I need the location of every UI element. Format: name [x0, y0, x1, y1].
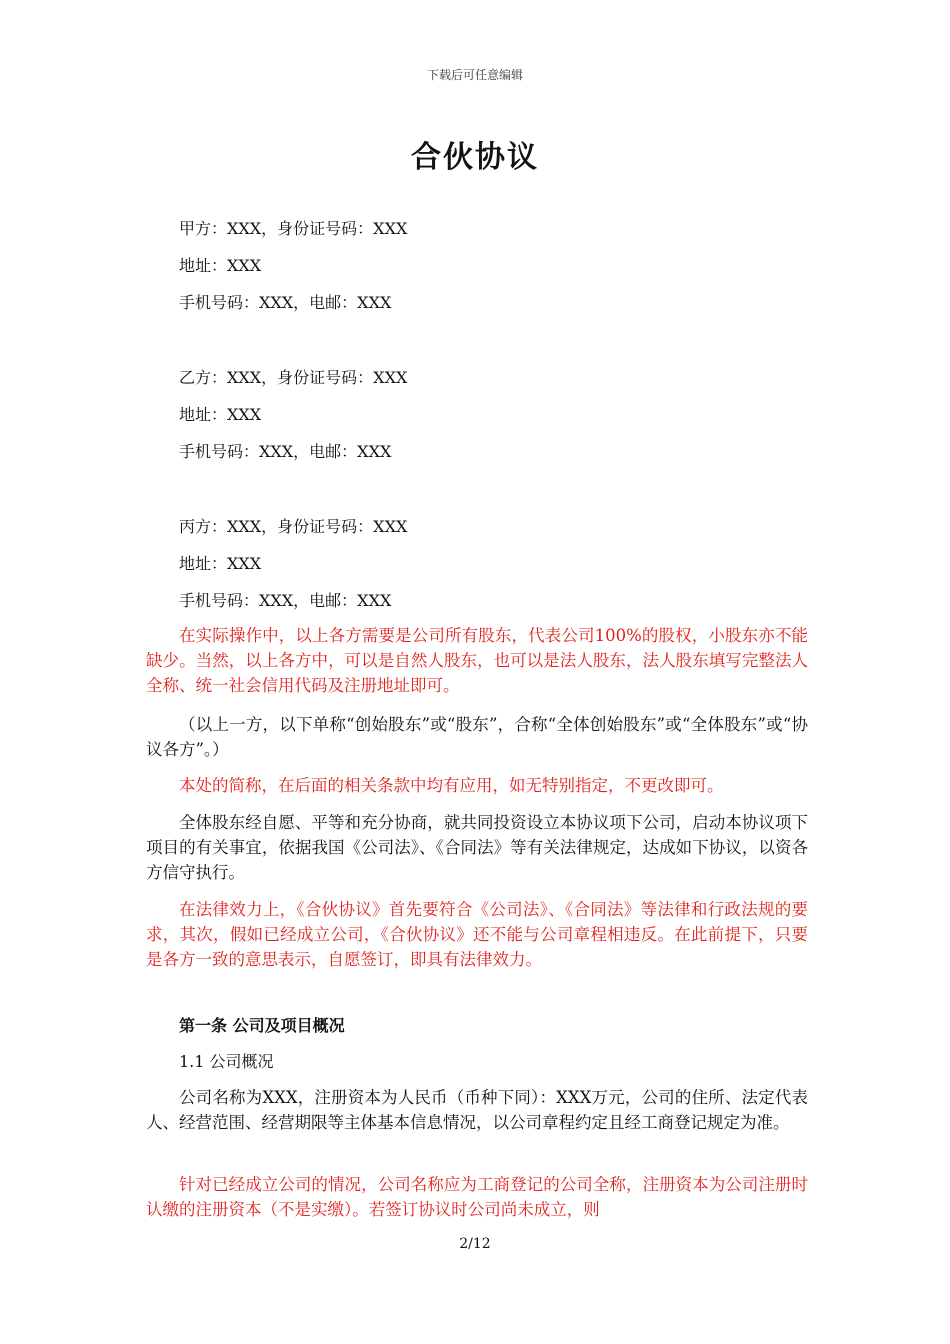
note-shareholders: 在实际操作中，以上各方需要是公司所有股东，代表公司100%的股权，小股东亦不能缺少。当然，以上各方中，可以是自然人股东，也可以是法人股东，法人股东填写完整法人全称、统一社会信用代码及注册地址即可。: [146, 626, 808, 695]
alias-paragraph: （以上一方，以下单称“创始股东”或“股东”，合称“全体创始股东”或“全体股东”或“协议各方”。）: [146, 715, 808, 759]
party-a-contact-line: 手机号码：XXX，电邮：XXX: [179, 293, 392, 312]
article-1-heading: 第一条 公司及项目概况: [179, 1016, 345, 1035]
party-c-id-line: 丙方：XXX，身份证号码：XXX: [179, 517, 408, 536]
party-b-id-line: 乙方：XXX，身份证号码：XXX: [179, 368, 408, 387]
party-b-contact-line: 手机号码：XXX，电邮：XXX: [179, 442, 392, 461]
document-title: 合伙协议: [411, 140, 539, 175]
note-legal-effect: 在法律效力上，《合伙协议》首先要符合《公司法》、《合同法》等法律和行政法规的要求，其次，假如已经成立公司，《合伙协议》还不能与公司章程相违反。在此前提下，只要是各方一致的意思表示，自愿签订，即具有法律效力。: [146, 900, 808, 969]
section-1-1-heading: 1.1 公司概况: [179, 1052, 274, 1071]
party-b-address-line: 地址：XXX: [179, 405, 262, 424]
party-a-id-line: 甲方：XXX，身份证号码：XXX: [179, 219, 408, 238]
note-company-name: 针对已经成立公司的情况，公司名称应为工商登记的公司全称，注册资本为公司注册时认缴的注册资本（不是实缴）。若签订协议时公司尚未成立，则: [146, 1175, 808, 1219]
page-number: 2/12: [459, 1236, 491, 1252]
party-a-address-line: 地址：XXX: [179, 256, 262, 275]
note-alias: 本处的简称，在后面的相关条款中均有应用，如无特别指定，不更改即可。: [179, 776, 724, 795]
header-note: 下载后可任意编辑: [426, 68, 523, 82]
party-c-address-line: 地址：XXX: [179, 554, 262, 573]
party-c-contact-line: 手机号码：XXX，电邮：XXX: [179, 591, 392, 610]
preamble-paragraph: 全体股东经自愿、平等和充分协商，就共同投资设立本协议项下公司，启动本协议项下项目的有关事宜，依据我国《公司法》、《合同法》等有关法律规定，达成如下协议，以资各方信守执行。: [146, 813, 808, 882]
company-overview-paragraph: 公司名称为XXX，注册资本为人民币（币种下同）：XXX万元，公司的住所、法定代表人、经营范围、经营期限等主体基本信息情况，以公司章程约定且经工商登记规定为准。: [146, 1088, 808, 1132]
